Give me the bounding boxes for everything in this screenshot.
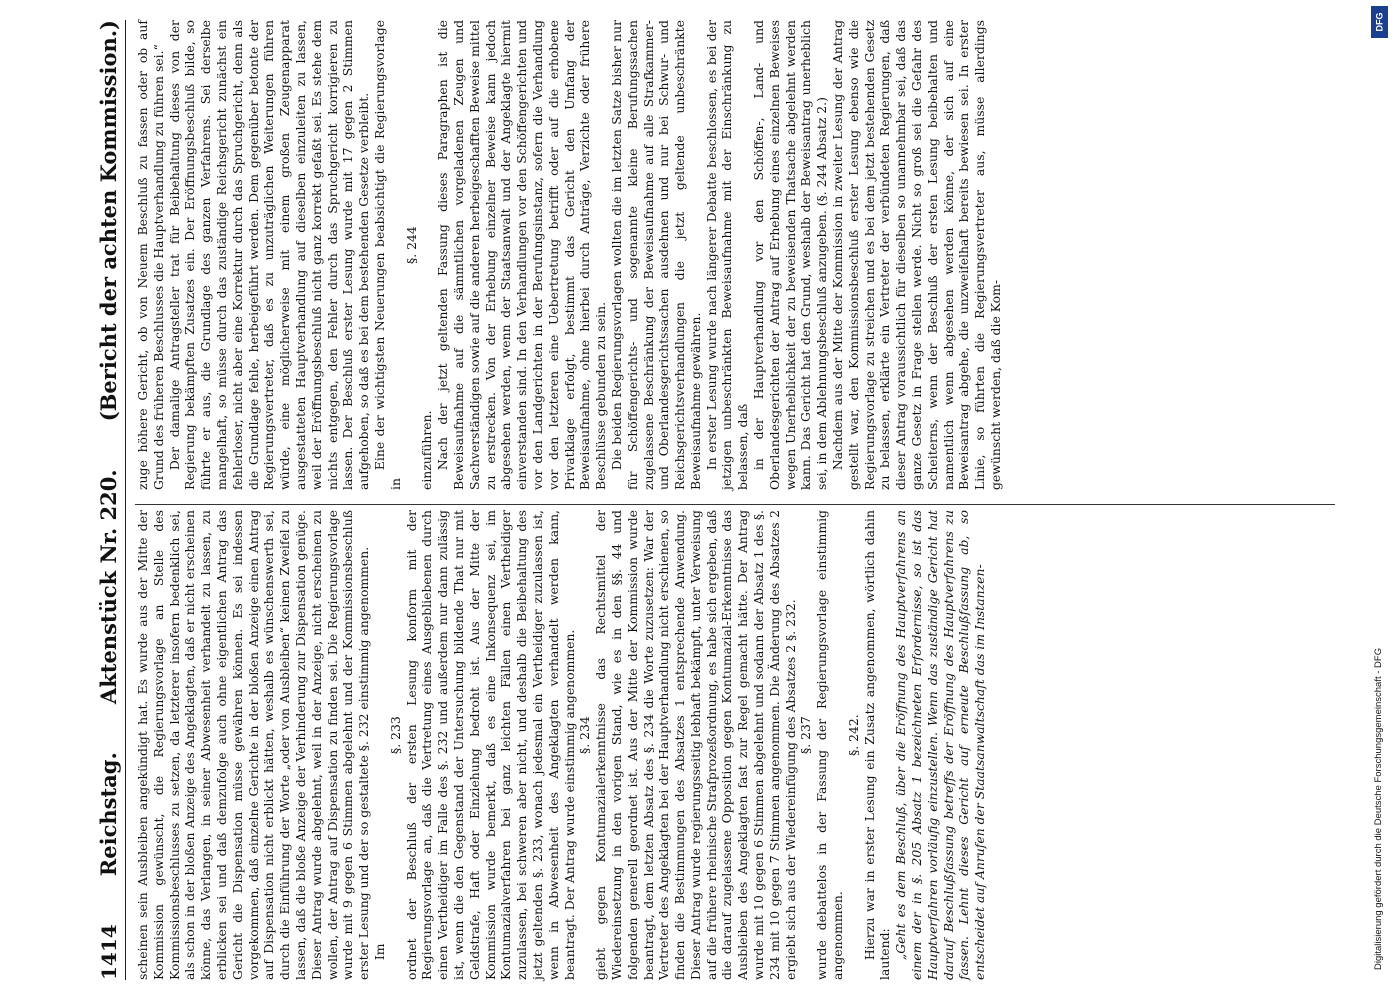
rotated-document <box>45 0 1355 1000</box>
section-heading: §. 244 <box>403 226 419 264</box>
paragraph: ordnet der Beschluß der ersten Lesung konform mit der Regierungsvorlage an, daß die Vertretung eines Ausgebliebenen durch einen Vertheidiger im Falle des §. 232 und außerdem nur dann zulässig ist, wenn die den Gegenstand der Untersuchung bildende That nur mit Geldstrafe, Haft oder Einziehung bedroht ist. Aus der Mitte der Kommission wurde bemerkt, daß es eine Inkonsequenz sei, im Kontumazialverfahren bei ganz leichten Fällen einen Vertheidiger zuzulassen, bei schweren aber nicht, und deshalb die Beibehaltung des jetzt geltenden §. 233, wonach jedesmal ein Vertheidiger zuzulassen ist, wenn in Abwesenheit des Angeklagten verhandelt werden kann, beantragt. Der Antrag wurde einstimmig angenommen. <box>403 510 577 980</box>
dfg-credit-line <box>1369 40 1389 970</box>
paragraph: Hierzu war in erster Lesung ein Zusatz angenommen, wörtlich dahin lautend: <box>861 510 893 980</box>
paragraph: einzuführen. <box>419 410 435 490</box>
page-number: 1414 <box>97 924 121 980</box>
dfg-logo <box>1371 6 1388 38</box>
paragraph: wurde debattelos in der Fassung der Regierungsvorlage einstimmig angenommen. <box>814 510 846 980</box>
column-divider <box>135 504 1335 505</box>
dfg-logo-text: DFG <box>1374 12 1385 32</box>
section-heading: §. 233 <box>387 716 403 754</box>
paragraph: In erster Lesung wurde nach längerer Debatte beschlossen, es bei der jetzigen unbeschränkten Beweisaufnahme mit der Einschränkung zu belassen, daß <box>703 20 751 490</box>
paragraph: zuge höhere Gericht, ob von Neuem Beschluß zu fassen oder ob auf Grund des früheren Beschlusses die Hauptverhandlung zu führen sei.“ <box>135 20 166 490</box>
paragraph: Im <box>371 943 387 961</box>
page-header <box>77 20 121 980</box>
header-left-title: Reichstag. <box>96 752 121 877</box>
paragraph: Die beiden Regierungsvorlagen wollten die im letzten Satze bisher nur für Schöffengerichts- und sogenannte kleine Berufungssachen zugelassene Beschränkung der Beweisaufnahme auf alle Strafkammer- und Oberlandesgerichtssachen ausdehnen und nur bei Schwur- und Reichsgerichtsverhandlungen die jetzt geltende unbeschränkte Beweisaufnahme gewähren. <box>608 20 703 490</box>
section-heading: §. 234 <box>577 716 593 754</box>
paragraph: giebt gegen Kontumazialerkenntnisse das Rechtsmittel der Wiedereinsetzung in den vorigen Stand, wie es in den §§. 44 und folgenden generell geordnet ist. Aus der Mitte der Kommission wurde beantragt, dem letzten Absatz des §. 234 die Worte zuzusetzen: War der Vertreter des Angeklagten bei der Hauptverhandlung nicht erschienen, so finden die Bestimmungen des Absatzes 1 entsprechende Anwendung. Dieser Antrag wurde regierungsseitig lebhaft bekämpft, unter Verweisung auf die frühere rheinische Strafprozeßordnung, es habe sich ergeben, daß die darauf zugelassene Opposition gegen Kontumazial-Erkenntnisse das Ausbleiben des Angeklagten fast zur Regel gemacht hätte. Der Antrag wurde mit 10 gegen 6 Stimmen abgelehnt und sodann der Absatz 1 des §. 234 mit 10 gegen 7 Stimmen angenommen. Die Änderung des Absatzes 2 ergiebt sich aus der Wiedereinfügung des Absatzes 2 §. 232. <box>593 510 798 980</box>
paragraph: „Geht es dem Beschluß, über die Eröffnung des Hauptverfahrens an einem der in §. 205 Absatz 1 bezeichneten Erfordernisse, so ist das Hauptverfahren vorläufig einzustellen. Wenn das zuständige Gericht hat darauf Beschlußfassung betreffs der Eröffnung des Hauptverfahrens zu fassen. Lehnt dieses Gericht auf erneute Beschlußfassung ab, so entscheidet auf Anrufen der Staatsanwaltschaft das im Instanzen- <box>893 510 988 980</box>
paragraph: Eine der wichtigsten Neuerungen beabsichtigt die Regierungsvorlage in <box>371 20 403 490</box>
section-heading: §. 237 <box>798 716 814 754</box>
header-right-title: (Bericht der achten Kommission.) <box>96 20 121 422</box>
left-column <box>135 510 1335 980</box>
paragraph: scheinen sein Ausbleiben angekündigt hat. Es wurde aus der Mitte der Kommission gewünscht, die Regierungsvorlage an Stelle des Kommissionsbeschlusses zu setzen, da letzterer insofern bedenklich sei, als schon in der bloßen Anzeige des Angeklagten, daß er nicht erscheinen könne, das Verlangen, in seiner Abwesenheit verhandelt zu lassen, zu erblicken sei und daß demzufolge auch ohne eigentlichen Antrag das Gericht die Dispensation müsse gewähren können. Es sei indessen vorgekommen, daß einzelne Gerichte in der bloßen Anzeige einen Antrag auf Dispensation nicht erblickt hätten, weshalb es wünschenswerth sei, durch die Einführung der Worte „oder von Ausbleiben“ keinen Zweifel zu lassen, daß die bloße Anzeige der Verhinderung zur Dispensation genüge. Dieser Antrag wurde abgelehnt, weil in der Anzeige, nicht erscheinen zu wollen, der Antrag auf Dispensation zu finden sei. Die Regierungsvorlage wurde mit 9 gegen 6 Stimmen abgelehnt und der Kommissionsbeschluß erster Lesung und der so gestaltete §. 232 einstimmig angenommen. <box>135 510 372 980</box>
right-column <box>135 20 1335 490</box>
paragraph: Der damalige Antragsteller trat für Beibehaltung dieses von der Regierung bekämpften Zusatzes ein. Der Eröffnungsbeschluß bilde, so führte er aus, die Grundlage des ganzen Verfahrens. Sei derselbe mangelhaft, so müsse durch das zuständige Reichsgericht zunächst ein fehlerloser, nicht aber eine Korrektur durch das Spruchgericht, denn als die Grundlage fehle, herbeigeführt werden. Dem gegenüber betonte der Regierungsvertreter, daß es zu unzuträglichen Weiterungen führen würde, eine möglicherweise mit einem großen Zeugenapparat ausgestatteten Hauptverhandlung auf dieselben einzuleiten zu lassen, weil der Eröffnungsbeschluß nicht ganz korrekt gefaßt sei. Es stehe dem nichts entgegen, den Fehler durch das Spruchgericht korrigieren zu lassen. Der Beschluß erster Lesung wurde mit 17 gegen 2 Stimmen aufgehoben, so daß es bei dem bestehenden Gesetze verbleibt. <box>166 20 372 490</box>
header-center-title: Aktenstück Nr. 220. <box>96 469 121 705</box>
paragraph: in der Hauptverhandlung vor den Schöffen-, Land- und Oberlandesgerichten der Antrag auf Erhebung eines einzelnen Beweises wegen Unerheblichkeit der zu beweisenden Thatsache abgelehnt werden kann. Das Gericht hat den Grund, weshalb der Beweisantrag unerheblich sei, in dem Ablehnungsbeschluß anzugeben. (§. 244 Absatz 2.) <box>751 20 830 490</box>
section-heading: §. 242. <box>845 714 861 756</box>
dfg-credit-text: Digitalisierung gefördert durch die Deutsche Forschungsgemeinschaft - DFG <box>1373 647 1384 970</box>
paragraph: Nach der jetzt geltenden Fassung dieses Paragraphen ist die Beweisaufnahme auf die sämmtlichen vorgeladenen Zeugen und Sachverständigen sowie auf die anderen herbeigeschafften Beweise mittel zu erstrecken. Von der Erhebung einzelner Beweise kann jedoch abgesehen werden, wenn der Staatsanwalt und der Angeklagte hiermit einverstanden sind. In den Verhandlungen vor den Schöffengerichten und vor den Landgerichten in der Berufungsinstanz, sofern die Verhandlung vor den letzteren eine Uebertretung betrifft oder auf die erhobene Privatklage erfolgt, bestimmt das Gericht den Umfang der Beweisaufnahme, ohne hierbei durch Anträge, Verzichte oder frühere Beschlüsse gebunden zu sein. <box>435 20 609 490</box>
header-rule <box>125 20 126 980</box>
paragraph: Nachdem aus der Mitte der Kommission in zweiter Lesung der Antrag gestellt war, den Kommissionsbeschluß erster Lesung ebenso wie die Regierungsvorlage zu streichen und es bei dem jetzt bestehenden Gesetz zu belassen, erklärte ein Vertreter der verbündeten Regierungen, daß dieser Antrag voraussichtlich für dieselben so unannehmbar sei, daß das ganze Gesetz in Frage stellen werde. Nicht so groß sei die Gefahr des Scheiterns, wenn der Beschluß der ersten Lesung beibehalten und namentlich wenn abgesehen werden könne, der sich auf eine Beweisantrag abgehe, die unzweifelhaft bereits bewiesen sei. In erster Linie, so führten die Regierungsvertreter aus, müsse allerdings gewünscht werden, daß die Kom- <box>830 20 1004 490</box>
